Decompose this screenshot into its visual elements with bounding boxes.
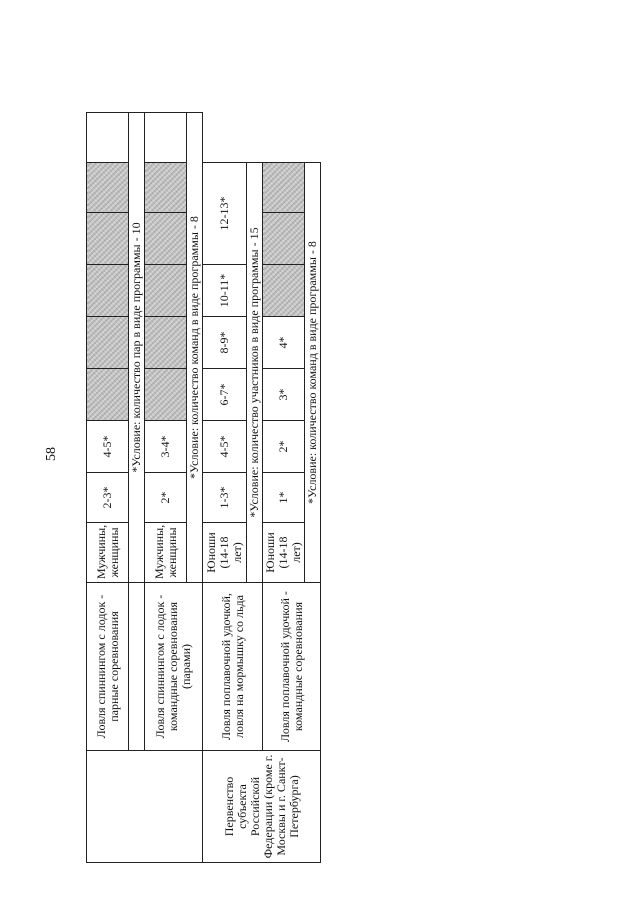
- shaded-cell: [87, 265, 129, 317]
- condition-row: [129, 113, 145, 863]
- rank-cell: 4*: [263, 317, 305, 369]
- shaded-cell: [87, 163, 129, 213]
- shaded-cell: [263, 213, 305, 265]
- discipline-cell: Ловля спиннингом с лодок - парные соревнования: [87, 583, 129, 751]
- shaded-cell: [145, 213, 187, 265]
- discipline-cell: [129, 583, 145, 751]
- discipline-cell: Ловля спиннингом с лодок - командные соревнования (парами): [145, 583, 203, 751]
- rank-cell: 6-7*: [203, 369, 247, 421]
- condition-text: *Условие: количество пар в виде программы - 10: [129, 113, 145, 583]
- rank-cell: 4-5*: [203, 421, 247, 473]
- rank-cell: [145, 113, 187, 163]
- landscape-table-container: [86, 113, 319, 863]
- shaded-cell: [87, 317, 129, 369]
- rank-cell: 8-9*: [203, 317, 247, 369]
- shaded-cell: [263, 163, 305, 213]
- rank-cell: 10-11*: [203, 265, 247, 317]
- rank-cell: 3-4*: [145, 421, 187, 473]
- table-row: [263, 113, 305, 863]
- table-row: [87, 113, 129, 863]
- empty-championship-cell: [87, 751, 203, 863]
- championship-cell: Первенство субъекта Российской Федерации (кроме г. Москвы и г. Санкт-Петербурга): [203, 751, 321, 863]
- rotated-table-wrapper: [86, 113, 319, 863]
- shaded-cell: [87, 213, 129, 265]
- rank-cell: 2*: [263, 421, 305, 473]
- discipline-cell: Ловля поплавочной удочкой, ловля на мормышку со льда: [203, 583, 263, 751]
- rank-cell: 1-3*: [203, 473, 247, 523]
- table-row: [145, 113, 187, 863]
- discipline-cell: Ловля поплавочной удочкой - командные соревнования: [263, 583, 321, 751]
- rank-cell: 2-3*: [87, 473, 129, 523]
- group-cell: Юноши (14-18 лет): [203, 523, 247, 583]
- rank-cell: 4-5*: [87, 421, 129, 473]
- rank-cell: 12-13*: [203, 163, 247, 265]
- shaded-cell: [145, 317, 187, 369]
- shaded-cell: [263, 265, 305, 317]
- ranking-table: [86, 112, 321, 863]
- rank-cell: 3*: [263, 369, 305, 421]
- group-cell: Мужчины, женщины: [87, 523, 129, 583]
- rank-cell: 2*: [145, 473, 187, 523]
- shaded-cell: [145, 369, 187, 421]
- rank-cell: [87, 113, 129, 163]
- group-cell: Юноши (14-18 лет): [263, 523, 305, 583]
- condition-text: *Условие: количество команд в виде программы - 8: [305, 163, 321, 583]
- shaded-cell: [145, 163, 187, 213]
- group-cell: Мужчины, женщины: [145, 523, 187, 583]
- table-row: [203, 113, 247, 863]
- rank-cell: 1*: [263, 473, 305, 523]
- condition-text: *Условие: количество команд в виде программы - 8: [187, 113, 203, 583]
- shaded-cell: [145, 265, 187, 317]
- page-number: 58: [44, 447, 59, 461]
- shaded-cell: [87, 369, 129, 421]
- condition-text: *Условие: количество участников в виде программы - 15: [247, 163, 263, 583]
